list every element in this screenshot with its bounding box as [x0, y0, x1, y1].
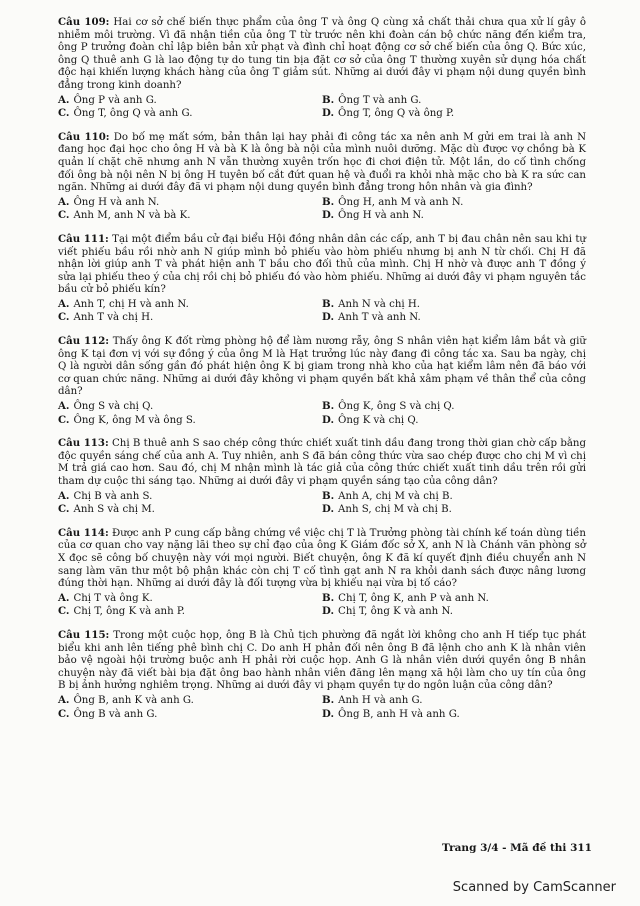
option-letter: C.	[58, 209, 70, 222]
question-label: Câu 110:	[58, 130, 110, 143]
option-letter: D.	[322, 413, 335, 426]
question-stem	[58, 629, 586, 693]
option-a[interactable]	[58, 592, 322, 606]
option-letter: B.	[322, 195, 335, 208]
question-label: Câu 113:	[58, 437, 109, 450]
option-letter: B.	[322, 297, 335, 310]
question-111	[58, 233, 586, 325]
option-d[interactable]	[322, 605, 586, 619]
option-c[interactable]	[58, 311, 322, 325]
option-text: Anh M, anh N và bà K.	[73, 210, 191, 222]
question-text: Trong một cuộc họp, ông B là Chủ tịch phường đã ngắt lời không cho anh H tiếp tục phát biểu khi anh lên tiếng phê bình chị C. Do anh H phản đối nên ông B đã lệnh cho anh K là nhân viên bảo vệ ngoài hội trường buộc anh H phải rời cuộc họp. Anh G là nhân viên dưới quyền ông B nhân chuyện này đã viết bài bịa đặt ông bao hành nhân viên đăng lên mạng xã hội làm cho uy tín của ông B bị ảnh hưởng nghiêm trọng. Những ai dưới đây vi phạm quyền tự do ngôn luận của công dân?	[58, 629, 586, 692]
option-letter: B.	[322, 400, 335, 413]
option-d[interactable]	[322, 414, 586, 428]
option-text: Ông H, anh M và anh N.	[338, 196, 464, 208]
option-b[interactable]	[322, 490, 586, 504]
option-b[interactable]	[322, 196, 586, 210]
option-letter: A.	[58, 297, 70, 310]
question-label: Câu 111:	[58, 232, 109, 245]
option-text: Chị T, ông K và anh N.	[338, 606, 453, 618]
question-112	[58, 335, 586, 427]
option-b[interactable]	[322, 694, 586, 708]
question-115	[58, 629, 586, 721]
question-text: Thấy ông K đốt rừng phòng hộ để làm nương rẫy, ông S nhân viên hạt kiểm lâm bắt và giữ ông K tại đơn vị với sự đồng ý của ông M là Hạt trưởng lúc này đang đi công tác xa. Sau ba ngày, chị Q là người dân sống gần đó phát hiện ông K bị giam trong nhà kho của hạt kiểm lâm nên đã báo với cơ quan chức năng. Những ai dưới đây không vi phạm quyền bất khả xâm phạm về thân thể của công dân?	[58, 336, 586, 398]
option-letter: D.	[322, 107, 335, 120]
option-letter: A.	[58, 400, 70, 413]
question-stem	[58, 335, 586, 399]
option-text: Anh T, chị H và anh N.	[73, 298, 189, 310]
option-letter: B.	[322, 489, 335, 502]
answer-options	[58, 298, 586, 325]
option-text: Anh T và chị H.	[73, 312, 154, 324]
option-text: Ông T, ông Q và anh G.	[73, 108, 193, 120]
option-letter: C.	[58, 107, 70, 120]
option-b[interactable]	[322, 592, 586, 606]
option-letter: A.	[58, 93, 70, 106]
option-text: Ông B, anh K và anh G.	[73, 694, 194, 706]
question-stem	[58, 527, 586, 591]
question-label: Câu 109:	[58, 16, 110, 28]
option-letter: A.	[58, 693, 70, 706]
option-text: Chị T, ông K và anh P.	[73, 606, 185, 618]
question-text: Được anh P cung cấp bằng chứng về việc chị T là Trưởng phòng tài chính kế toán dùng tiền của cơ quan cho vay nặng lãi theo sự chỉ đạo của ông K Giám đốc sở X, anh N là Chánh văn phòng sở X đọc sẽ công bố chuyện này với mọi người. Biết chuyện, ông K đã kí quyết định điều chuyển anh N sang làm văn thư một bộ phận khác còn chị T cố tình gạt anh N ra khỏi danh sách được nâng lương đúng thời hạn. Những ai dưới đây là đối tượng vừa bị khiếu nại vừa bị tố cáo?	[58, 527, 586, 590]
option-d[interactable]	[322, 503, 586, 517]
question-114	[58, 527, 586, 619]
option-a[interactable]	[58, 196, 322, 210]
question-110	[58, 131, 586, 223]
answer-options	[58, 196, 586, 223]
option-text: Ông H và anh N.	[338, 210, 424, 222]
option-d[interactable]	[322, 708, 586, 722]
answer-options	[58, 400, 586, 427]
page-footer: Trang 3/4 - Mã đề thi 311	[442, 842, 592, 854]
question-stem	[58, 131, 586, 195]
option-letter: D.	[322, 311, 335, 324]
question-text: Chị B thuê anh S sao chép công thức chiết xuất tinh dầu đang trong thời gian chờ cấp bằng độc quyền sáng chế của anh A. Tuy nhiên, anh S đã bán công thức vừa sao chép được cho chị M vì chị M trả giá cao hơn. Sau đó, chị M nhận mình là tác giả của công thức chiết xuất tinh dầu trên rồi gửi tham dự cuộc thi sáng tạo. Những ai dưới đây vi phạm quyền sáng tạo của công dân?	[58, 438, 586, 487]
option-letter: D.	[322, 503, 335, 516]
option-text: Anh S và chị M.	[73, 504, 155, 516]
option-letter: B.	[322, 693, 335, 706]
option-letter: C.	[58, 503, 70, 516]
option-letter: B.	[322, 93, 335, 106]
option-text: Ông T và anh G.	[338, 94, 422, 106]
option-letter: B.	[322, 591, 335, 604]
option-text: Ông P và anh G.	[73, 94, 157, 106]
option-c[interactable]	[58, 209, 322, 223]
option-letter: A.	[58, 195, 70, 208]
option-text: Anh A, chị M và chị B.	[338, 490, 453, 502]
option-text: Ông S và chị Q.	[73, 401, 154, 413]
option-d[interactable]	[322, 311, 586, 325]
option-letter: C.	[58, 605, 70, 618]
option-a[interactable]	[58, 694, 322, 708]
option-text: Ông K, ông S và chị Q.	[338, 401, 455, 413]
option-a[interactable]	[58, 400, 322, 414]
question-text: Do bố mẹ mất sớm, bản thân lại hay phải đi công tác xa nên anh M gửi em trai là anh N đang học đại học cho ông H và bà K là ông bà nội của mình nuôi dưỡng. Mặc dù được vợ chồng bà K quản lí chặt chẽ nhưng anh N vẫn thường xuyên trốn học đi chơi điện tử. Một lần, do cố tình chống đối ông bà nội nên N bị ông H tuyên bố cắt đứt quan hệ và đuổi ra khỏi nhà mặc cho bà K ra sức can ngăn. Những ai dưới đây đã vi phạm nội dung quyền bình đẳng trong hôn nhân và gia đình?	[58, 131, 586, 194]
question-label: Câu 112:	[58, 335, 110, 348]
question-stem	[58, 16, 586, 93]
question-text: Tại một điểm bầu cử đại biểu Hội đồng nhân dân các cấp, anh T bị đau chân nên sau khi tự viết phiếu bầu rồi nhờ anh N giúp mình bỏ phiếu vào hòm phiếu nhưng bị anh N từ chối. Chị H đã nhận lời giúp anh T và phát hiện anh T bầu cho đối thủ của mình. Chị H nhờ và được anh T đồng ý sửa lại phiếu theo ý của chị rồi chị bỏ phiếu đó vào hòm phiếu. Những ai dưới đây vi phạm nguyên tắc bầu cử bỏ phiếu kín?	[58, 233, 586, 296]
option-text: Anh N và chị H.	[338, 298, 420, 310]
option-a[interactable]	[58, 490, 322, 504]
option-b[interactable]	[322, 400, 586, 414]
question-109	[58, 16, 586, 121]
option-text: Anh T và anh N.	[338, 312, 421, 324]
option-letter: D.	[322, 209, 335, 222]
option-b[interactable]	[322, 94, 586, 108]
answer-options	[58, 94, 586, 121]
answer-options	[58, 490, 586, 517]
question-stem	[58, 233, 586, 297]
option-letter: C.	[58, 707, 70, 720]
option-letter: A.	[58, 591, 70, 604]
option-d[interactable]	[322, 209, 586, 223]
option-c[interactable]	[58, 605, 322, 619]
option-text: Anh S, chị M và chị B.	[338, 504, 452, 516]
option-letter: C.	[58, 413, 70, 426]
option-a[interactable]	[58, 94, 322, 108]
option-c[interactable]	[58, 503, 322, 517]
option-text: Ông B và anh G.	[73, 708, 158, 720]
exam-page	[58, 16, 586, 731]
option-c[interactable]	[58, 708, 322, 722]
option-letter: A.	[58, 489, 70, 502]
option-text: Ông T, ông Q và ông P.	[338, 108, 455, 120]
option-text: Ông H và anh N.	[73, 196, 160, 208]
option-text: Ông B, anh H và anh G.	[338, 708, 460, 720]
question-label: Câu 115:	[58, 628, 110, 641]
option-text: Ông K, ông M và ông S.	[73, 414, 196, 426]
option-b[interactable]	[322, 298, 586, 312]
question-label: Câu 114:	[58, 526, 109, 539]
question-stem	[58, 437, 586, 488]
option-letter: D.	[322, 707, 335, 720]
scanner-watermark: Scanned by CamScanner	[452, 880, 616, 895]
option-text: Anh H và anh G.	[338, 694, 423, 706]
option-d[interactable]	[322, 107, 586, 121]
option-letter: D.	[322, 605, 335, 618]
option-text: Chị T, ông K, anh P và anh N.	[338, 592, 489, 604]
answer-options	[58, 694, 586, 721]
option-a[interactable]	[58, 298, 322, 312]
question-113	[58, 437, 586, 517]
option-text: Chị B và anh S.	[73, 490, 153, 502]
question-text: Hai cơ sở chế biến thực phẩm của ông T và ông Q cùng xả chất thải chưa qua xử lí gây ô nhiễm môi trường. Vì đã nhận tiền của ông T từ trước nên khi đoàn cán bộ chức năng đến kiểm tra, ông P trưởng đoàn chỉ lập biên bản xử phạt và đình chỉ hoạt động cơ sở chế biến của ông Q. Bức xúc, ông Q thuê anh G là lao động tự do tung tin bịa đặt cơ sở của ông T thường xuyên sử dụng hóa chất độc hại khiến lượng khách hàng của ông T giảm sút. Những ai dưới đây vi phạm nội dung quyền bình đẳng trong kinh doanh?	[58, 17, 586, 91]
option-c[interactable]	[58, 414, 322, 428]
answer-options	[58, 592, 586, 619]
option-letter: C.	[58, 311, 70, 324]
option-text: Chị T và ông K.	[73, 592, 153, 604]
option-c[interactable]	[58, 107, 322, 121]
option-text: Ông K và chị Q.	[338, 414, 419, 426]
